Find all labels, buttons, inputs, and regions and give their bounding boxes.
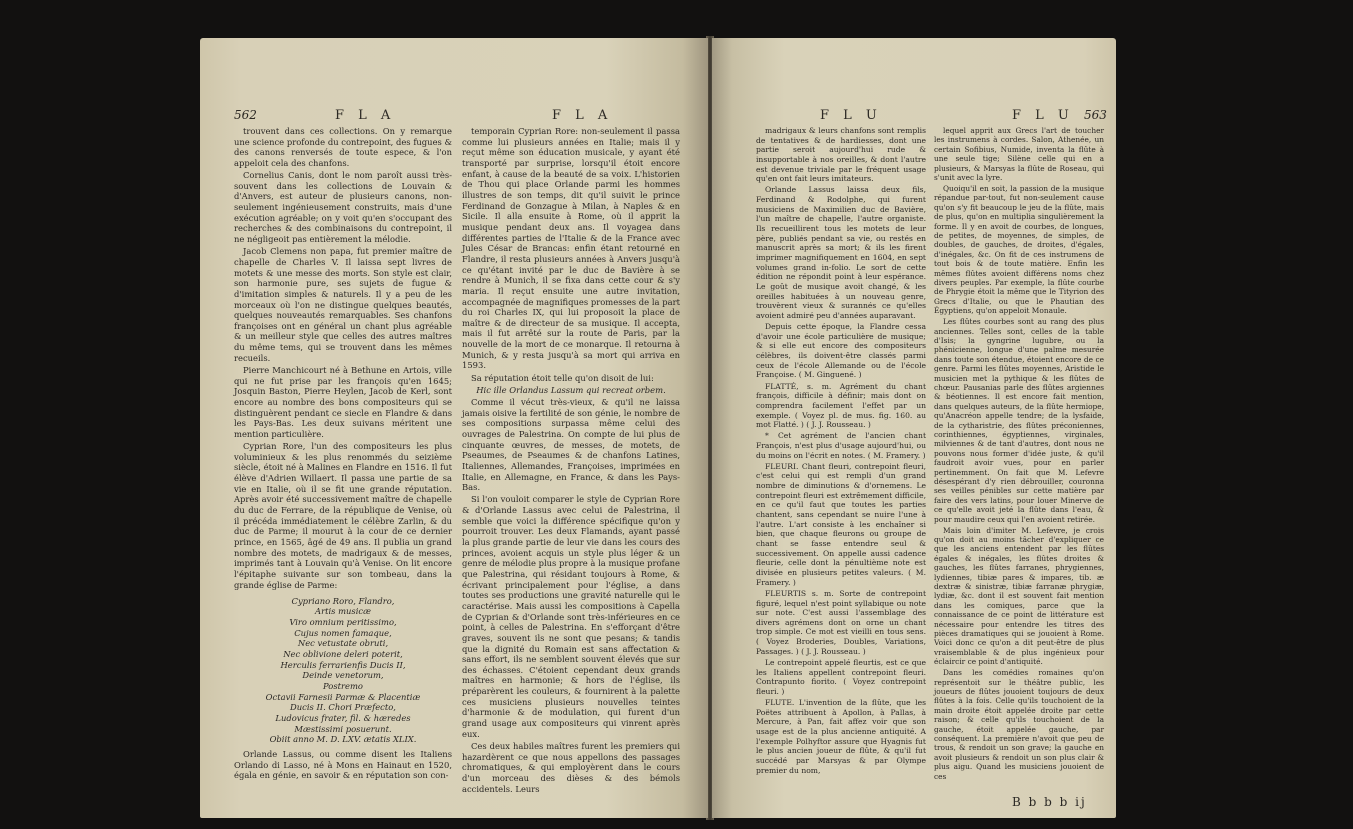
epitaph-line: Cujus nomen famaque, xyxy=(294,627,392,638)
epitaph-line: Artis musicæ xyxy=(315,606,371,617)
latin-quote: Hic ille Orlandus Lassum qui recreat orbem. xyxy=(476,384,666,395)
epitaph-line: Nec oblivione deleri poterit, xyxy=(283,649,403,659)
paragraph: trouvent dans ces collections. On y remarque une science profonde du contrepoint, des fugues & des canons renversés de toute espece, & l'on appeloit cela des chanfons. xyxy=(234,126,452,168)
epitaph-line: Mæstissimi posuerunt. xyxy=(294,723,392,734)
left-running-head-right: F L A xyxy=(552,108,613,123)
paragraph: Jacob Clemens non papa, fut premier maître de chapelle de Charles V. Il laissa sept livres de motets & une messe des morts. Son style est clair, son harmonie pure, ses sujets de fugue & d'imitation simples & naturels. Il y a peu de les morceaux où l'on ne distingue quelques beautés, quelques nouveautés remarquables. Ses chanfons françoises ont en général un chant plus agréable & un meilleur style que celles des autres maîtres du même tems, qui se trouvent dans les mêmes recueils. xyxy=(234,246,452,363)
paragraph: Orlande Lassus, ou comme disent les Italiens Orlando di Lasso, né à Mons en Hainaut en 1520, égala en génie, en savoir & en réputation son con- xyxy=(234,748,452,781)
signature-mark: B b b b ij xyxy=(1012,795,1087,809)
epitaph-line: Ducis II. Chori Præfecto, xyxy=(290,702,396,713)
paragraph: Si l'on vouloit comparer le style de Cyprian Rore & d'Orlande Lassus avec celui de Palestrina, il semble que voici la différence spécifique qu'on y pourroit trouver. Les deux Flamands, ayant passé la plus grande partie de leur vie dans les cours des princes, avoient acquis un style plus léger & un genre de mélodie plus propre à la musique profane que Palestrina, qui résidant toujours à Rome, & écrivant principalement pour l'église, a dans toutes ses productions une gravité naturelle qui le caractérise. Mais aussi les compositions à Capella de Cyprian & d'Orlande sont très-inférieures en ce point, à celles de Palestrina. En s'efforçant d'être graves, souvent ils ne sont que pesans; & tandis que la dignité du Romain est sans affectation & sans effort, ils ne semblent souvent élevés que sur des échasses. C'étoient cependant deux grands maîtres en harmonie; & hors de l'église, ils préparèrent les couleurs, & fournirent à la palette ces musiciens plusieurs nouvelles teintes d'harmonie & de modulation, qui furent d'un grand usage aux compositeurs qui vinrent après eux. xyxy=(462,494,680,739)
paragraph: FLATTÉ, s. m. Agrément du chant françois, difficile à définir; mais dont on comprendra facilement l'effet par un exemple. ( Voyez pl. de mus. fig. 160. au mot Flatté. ) ( J. J. Rousseau. ) xyxy=(756,381,926,430)
left-column-2 xyxy=(462,126,680,796)
paragraph: Pierre Manchicourt né à Bethune en Artois, ville qui ne fut prise par les françois qu'en 1645; Josquin Baston, Pierre Heylen, Jacob de Kerl, sont encore au nombre des bons compositeurs qui se distinguèrent pendant ce siecle en Flandre & dans les Pays-Bas. Les deux suivans méritent une mention particulière. xyxy=(234,364,452,439)
paragraph: madrigaux & leurs chanfons sont remplis de tentatives & de hardiesses, dont une partie seroit aujourd'hui rude & insupportable à nos oreilles, & dont l'autre est devenue triviale par le fréquent usage qu'en ont fait leurs imitateurs. xyxy=(756,126,926,184)
right-page xyxy=(712,38,1116,818)
epitaph-line: Herculis ferrarienfis Ducis II, xyxy=(280,659,406,670)
left-page xyxy=(200,38,708,818)
paragraph: Cornelius Canis, dont le nom paroît aussi très-souvent dans les collections de Louvain & d'Anvers, est auteur de plusieurs canons, non-seulement ingénieusement construits, mais d'une exécution agréable; on y voit qu'en s'occupant des recherches & des combinaisons du contrepoint, il ne négligeoit pas entièrement la mélodie. xyxy=(234,170,452,245)
paragraph: Orlande Lassus laissa deux fils, Ferdinand & Rodolphe, qui furent musiciens de Maximilien duc de Bavière, l'un maître de chapelle, l'autre organiste. Ils recueillirent tous les motets de leur père, publiés pendant sa vie, ou restés en manuscrit après sa mort; & ils les firent imprimer magnifiquement en 1604, en sept volumes grand in-folio. Le sort de cette édition ne répondit point à leur espérance. Le goût de musique avoit changé, & les oreilles habituées à un nouveau genre, trouvèrent vieux & surannés ce qu'elles avoient admiré peu d'années auparavant. xyxy=(756,185,926,320)
left-column-1 xyxy=(234,126,452,782)
epitaph-line: Octavii Farnesii Parmæ & Placentiæ xyxy=(265,691,421,702)
paragraph: Sa réputation étoit telle qu'on disoit de lui: xyxy=(471,372,654,383)
paragraph: Le contrepoint appelé fleurtis, est ce que les Italiens appellent contrepoint fleuri. Contrapunto fiorito. ( Voyez contrepoint fleuri. ) xyxy=(756,657,926,696)
right-running-head-2: F L U xyxy=(1012,108,1074,123)
paragraph: FLEURTIS s. m. Sorte de contrepoint figuré, lequel n'est point syllabique ou note sur note. C'est aussi l'assemblage des divers agrémens dont on orne un chant trop simple. Ce mot est vieilli en tous sens. ( Voyez Broderies, Doubles, Variations, Passages. ) ( J. J. Rousseau. ) xyxy=(756,588,926,656)
epitaph-line: Postremo xyxy=(323,680,363,691)
paragraph: * Cet agrément de l'ancien chant François, n'est plus d'usage aujourd'hui, ou du moins on l'écrit en notes. ( M. Framery. ) xyxy=(756,431,926,460)
right-column-1 xyxy=(756,126,926,777)
right-page-number: 563 xyxy=(1084,108,1107,122)
paragraph: Cyprian Rore, l'un des compositeurs les plus voluminieux & les plus renommés du seizième siècle, étoit né à Malines en Flandre en 1516. Il fut élève d'Adrien Willaert. Il passa une partie de sa vie en Italie, où il se fit une grande réputation. Après avoir été successivement maître de chapelle du duc de Ferrare, de la république de Venise, où il précéda immédiatement le célèbre Zarlin, & du duc de Parme; il mourut à la cour de ce dernier prince, en 1565, âgé de 49 ans. Il publia un grand nombre des motets, de madrigaux & de messes, imprimés tant à Louvain qu'à Venise. On lit encore l'épitaphe suivante sur son tombeau, dans la grande église de Parme: xyxy=(234,441,452,590)
epitaph-line: Nec vetustate obruti, xyxy=(297,638,389,649)
right-column-2 xyxy=(934,126,1104,783)
right-running-head: F L U xyxy=(820,108,882,123)
epitaph-line: Obiit anno M. D. LXV. ætatis XLIX. xyxy=(269,734,417,745)
epitaph-line: Deinde venetorum, xyxy=(302,670,384,681)
epitaph-line: Ludovicus frater, fil. & hæredes xyxy=(275,712,411,723)
paragraph: FLEURI. Chant fleuri, contrepoint fleuri, c'est celui qui est rempli d'un grand nombre de diminutions & d'ornemens. Le contrepoint fleuri est extrêmement difficile, en ce qu'il faut que toutes les parties chantent, sans cependant se nuire l'une à l'autre. L'art consiste à les enchaîner si bien, que chaque fleurons ou groupe de chant se fasse entendre seul & successivement. On appelle aussi cadence fleurie, celle dont la pénultième note est divisée en plusieurs petites valeurs. ( M. Framery. ) xyxy=(756,461,926,587)
paragraph: Quoiqu'il en soit, la passion de la musique répandue par-tout, fut non-seulement cause qu'on s'y fit beaucoup le jeu de la flûte, mais de plus, qu'on en multiplia singulièrement la forme. Il y en avoit de courbes, de longues, de petites, de moyennes, de simples, de doubles, de gauches, de droites, d'égales, d'inégales, &c. On fit de ces instrumens de tout bois & de toute matière. Enfin les mêmes flûtes avoient différens noms chez divers peuples. Par exemple, la flûte courbe de Phrygie étoit la même que le Tityrion des Grecs d'Italie, ou que le Phautian des Égyptiens, qu'on appeloit Monaule. xyxy=(934,183,1104,316)
left-running-head: F L A xyxy=(335,108,396,123)
paragraph: Dans les comédies romaines qu'on représentoit sur le théâtre public, les joueurs de flûtes jouoient toujours de deux flûtes à la fois. Celle qu'ils touchoient de la main droite étoit appelée droite par cette raison; & celle qu'ils touchoient de la gauche, étoit appelée gauche, par conséquent. La première n'avoit que peu de trous, & rendoit un son grave; la gauche en avoit plusieurs & rendoit un son plus clair & plus aigu. Quand les musiciens jouoient de ces xyxy=(934,668,1104,781)
paragraph: Les flûtes courbes sont au rang des plus anciennes. Telles sont, celles de la table d'Isis; la gyngrine lugubre, ou la phénicienne, longue d'une palme mesurée dans toute son étendue, étoient encore de ce genre. Parmi les flûtes moyennes, Aristide le musicien met la pythique & les flûtes de chœur. Pausanias parle des flûtes argiennes & béotiennes. Il est encore fait mention, dans quelques auteurs, de la flûte hermiope, qu'Anacréon appelle tendre; de la lysfaide, de la cytharistrie, des flûtes préconiennes, corinthiennes, égyptiennes, virginales, milviennes & de tant d'autres, dont nous ne pouvons nous former d'idée juste, & qu'il faudroit avoir vues, pour en parler pertinemment. On fait que M. Lefevre désespérant d'y rien débrouiller, couronna ses veilles pénibles sur cette matière par faire des vers latins, pour louer Minerve de ce qu'elle avoit jeté la flûte dans l'eau, & pour maudire ceux qui l'en avoient retirée. xyxy=(934,317,1104,524)
left-page-number: 562 xyxy=(234,108,257,122)
paragraph: temporain Cyprian Rore: non-seulement il passa comme lui plusieurs années en Italie; mais il y reçut même son éducation musicale, y ayant été transporté par surprise, lorsqu'il étoit encore enfant, à cause de la beauté de sa voix. L'historien de Thou qui place Orlande parmi les hommes illustres de son temps, dit qu'il suivit le prince Ferdinand de Gonzague à Milan, à Naples & en Sicile. Il alla ensuite à Rome, où il apprit la musique pendant deux ans. Il voyagea dans différentes parties de l'Italie & de la France avec Jules César de Brancas: enfin étant retourné en Flandre, il resta plusieurs années à Anvers jusqu'à ce qu'étant invité par le duc de Bavière à se rendre à Munich, il se fixa dans cette cour & s'y maria. Il reçut ensuite une autre invitation, accompagnée de magnifiques promesses de la part du roi Charles IX, qui lui proposoit la place de maître & de directeur de sa musique. Il accepta, mais il fut arrêté sur la route de Paris, par la nouvelle de la mort de ce monarque. Il retourna à Munich, & y resta jusqu'à sa mort qui arriva en 1593. xyxy=(462,126,680,371)
paragraph: Depuis cette époque, la Flandre cessa d'avoir une école particulière de musique; & si elle eut encore des compositeurs célèbres, ils doivent-être classés parmi ceux de l'école Allemande ou de l'école Françoise. ( M. Ginguené. ) xyxy=(756,322,926,380)
paragraph: Ces deux habiles maîtres furent les premiers qui hazardèrent ce que nous appellons des passages chromatiques, & qui employèrent dans le cours d'un morceau des dièses & des bémols accidentels. Leurs xyxy=(462,740,680,794)
epitaph-line: Cypriano Roro, Flandro, xyxy=(291,595,395,606)
paragraph: Comme il vécut très-vieux, & qu'il ne laissa jamais oisive la fertilité de son génie, le nombre de ses compositions surpassa même celui des ouvrages de Palestrina. On compte de lui plus de cinquante œuvres, de messes, de motets, de Pseaumes, de Pseaumes & de chanfons Latines, Italiennes, Allemandes, Françoises, imprimées en Italie, en Allemagne, en France, & dans les Pays-Bas. xyxy=(462,396,680,493)
epitaph-line: Viro omnium peritissimo, xyxy=(289,617,397,628)
paragraph: Mais loin d'imiter M. Lefevre, je crois qu'on doit au moins tâcher d'expliquer ce que les anciens entendent par les flûtes égales & inégales, les flûtes droites & gauches, les flûtes farranes, phrygiennes, lydiennes, tibiæ pares & impares, tib. æ dextræ & sinistræ, tibiæ farranæ phrygiæ, lydiæ, &c. dont il est souvent fait mention dans les comiques, parce que la connaissance de ce point de littérature est nécessaire pour entendre les titres des pièces dramatiques qui se jouoient à Rome. Voici donc ce qu'on a dit peut-être de plus vraisemblable & de plus ingénieux pour éclaircir ce point d'antiquité. xyxy=(934,525,1104,667)
paragraph: FLUTE. L'invention de la flûte, que les Poëtes attribuent à Apollon, à Pallas, à Mercure, à Pan, fait affez voir que son usage est de la plus ancienne antiquité. A l'exemple Polhyftor assure que Hyagnis fut le plus ancien joueur de flûte, & qu'il fut succédé par Marsyas & par Olympe premier du nom, xyxy=(756,698,926,775)
paragraph: lequel apprit aux Grecs l'art de toucher les instrumens à cordes. Salon, Athenée, un certain Sofibius, Numide, inventa la flûte à une seule tige; Silène celle qui en a plusieurs, & Marsyas la flûte de Roseau, qui s'unit avec la lyre. xyxy=(934,126,1104,183)
